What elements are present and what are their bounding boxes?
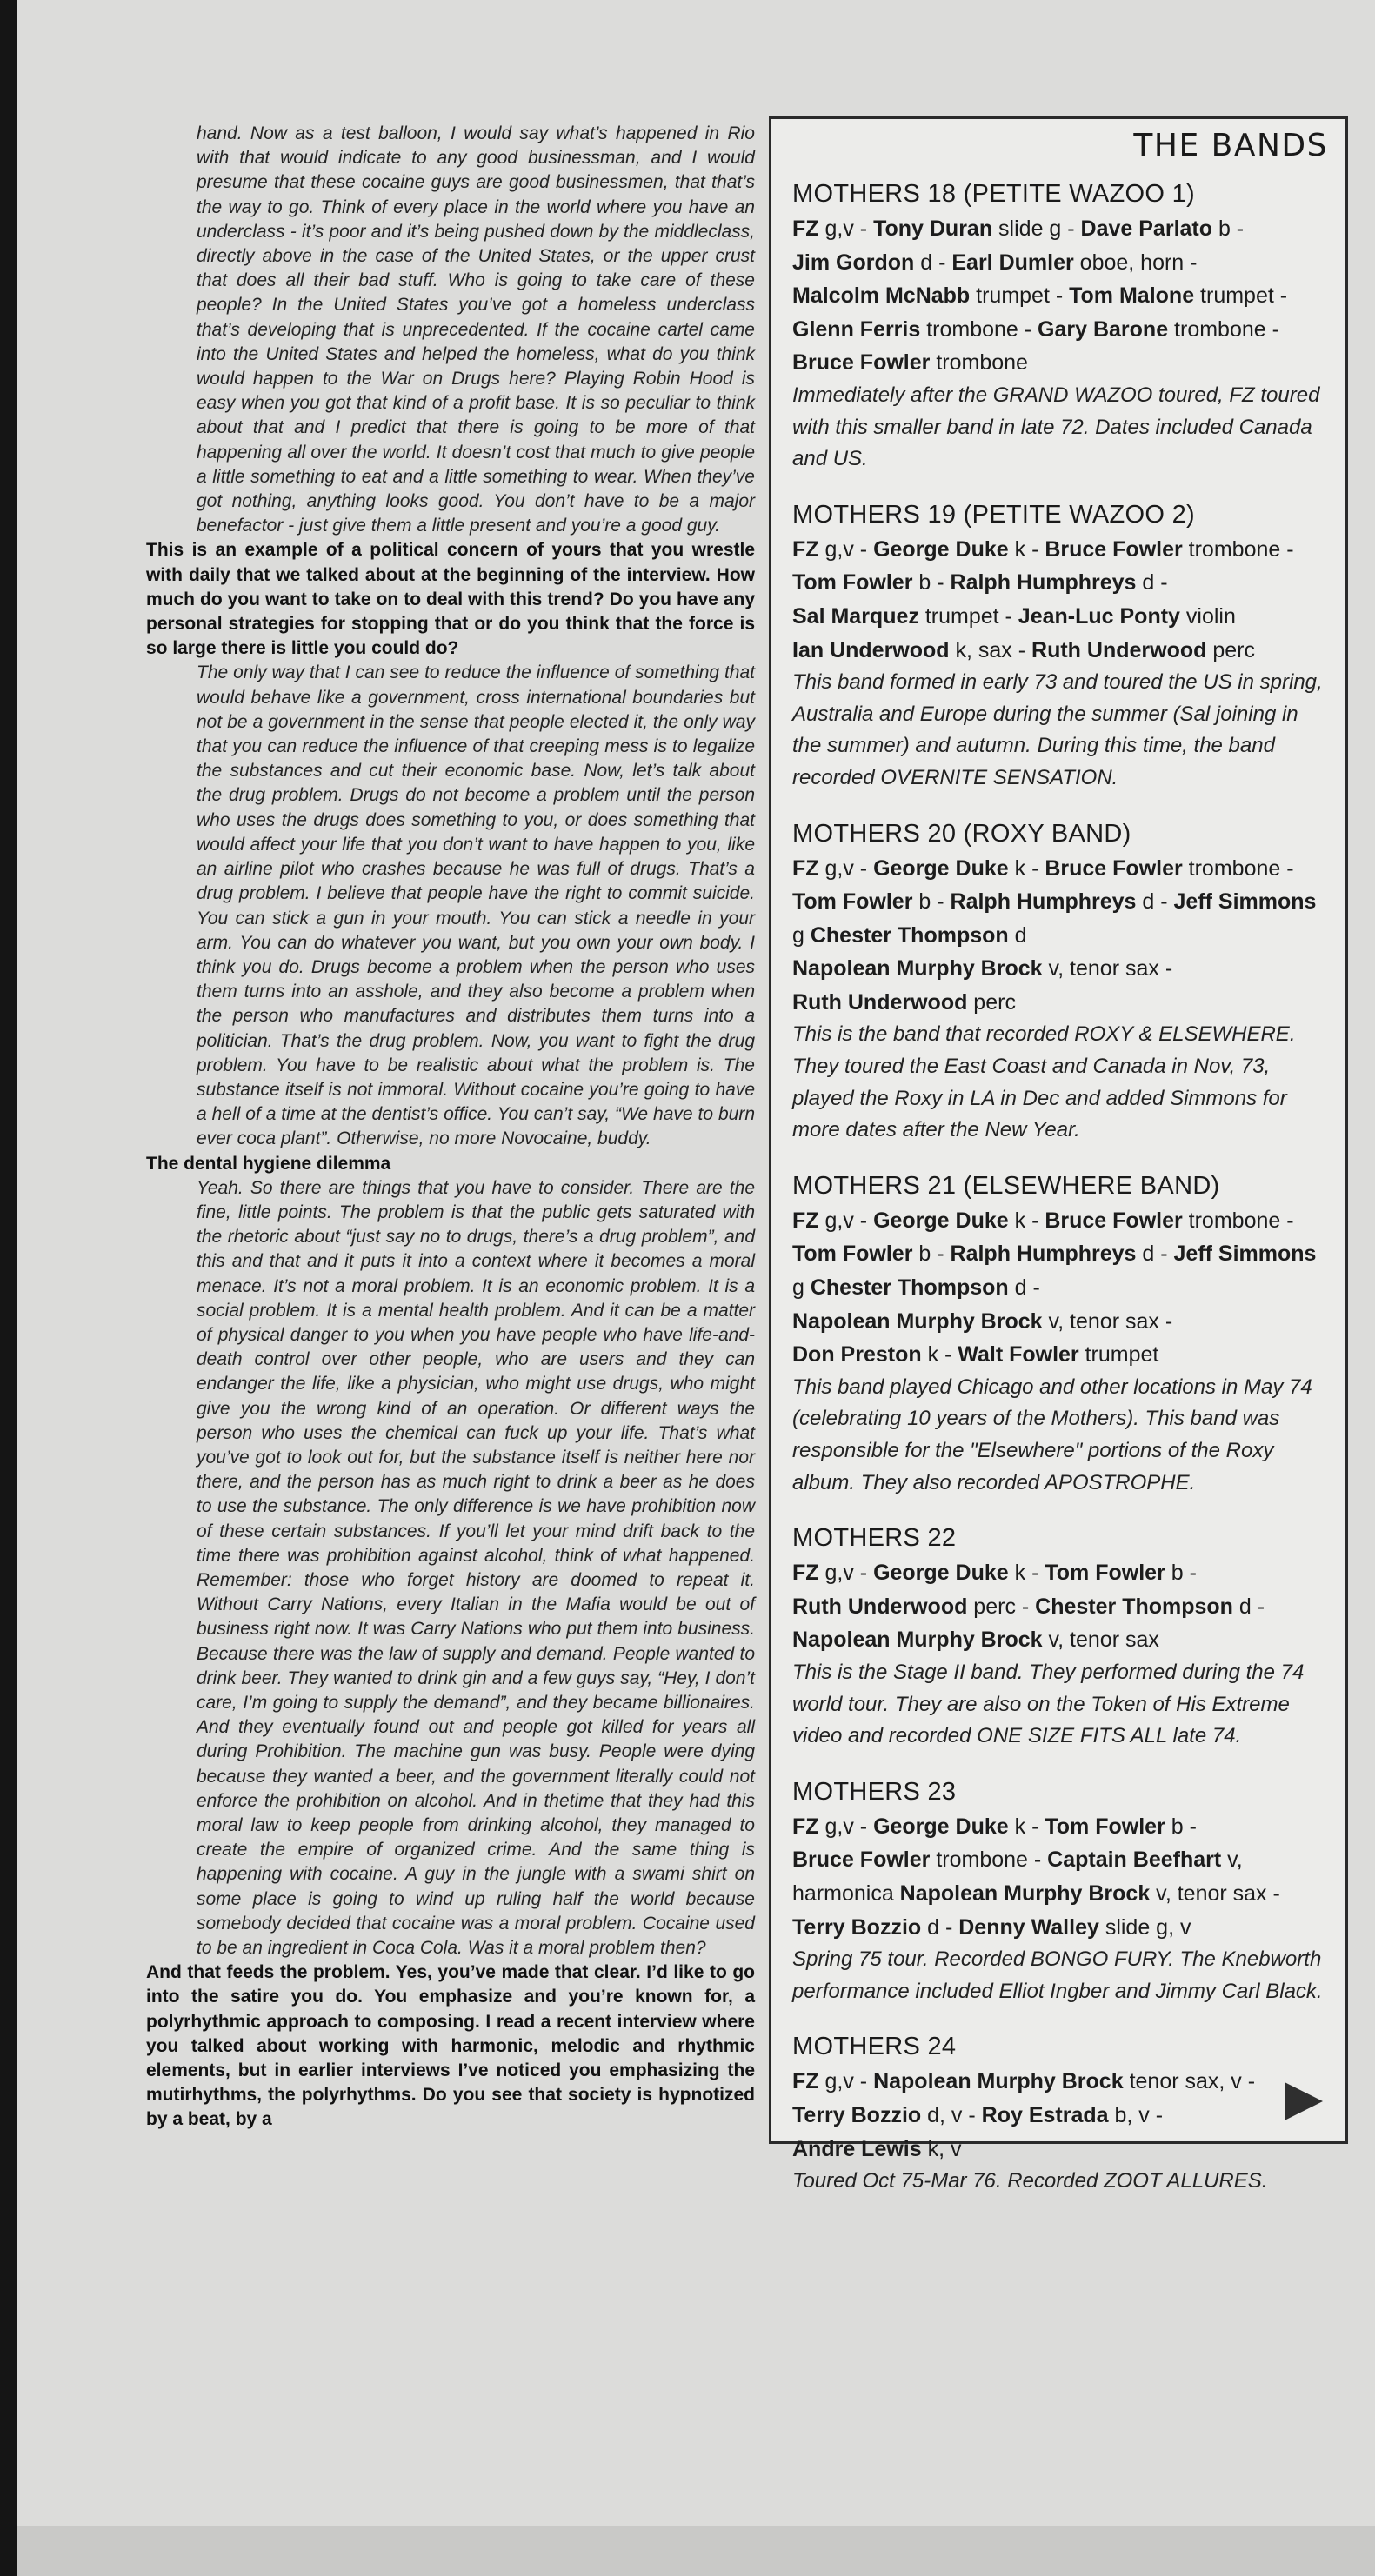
band-entry — [792, 1520, 1323, 1753]
musician-name: Tom Fowler — [792, 570, 913, 596]
instrument-text: k - — [921, 1342, 958, 1368]
musician-name: Bruce Fowler — [792, 1847, 931, 1873]
instrument-text: d - — [1136, 1241, 1174, 1267]
instrument-text: v, tenor sax - — [1042, 956, 1173, 982]
band-entry — [792, 2028, 1323, 2197]
instrument-text: k - — [1008, 855, 1045, 881]
musician-name: Ruth Underwood — [792, 1594, 968, 1619]
musician-name: Napolean Murphy Brock — [873, 2069, 1124, 2094]
musician-name: Denny Walley — [958, 1914, 1099, 1940]
instrument-text: d - — [921, 1914, 959, 1940]
musician-name: Ruth Underwood — [1031, 637, 1207, 662]
musician-name: Ruth Underwood — [792, 989, 968, 1015]
musician-name: Andre Lewis — [792, 2136, 922, 2161]
musician-name: Walt Fowler — [958, 1342, 1079, 1368]
musician-name: Jean-Luc Ponty — [1018, 603, 1180, 629]
band-entry — [792, 176, 1323, 476]
bands-sidebar — [769, 116, 1348, 2193]
instrument-text: trumpet - — [918, 603, 1018, 629]
musician-name: Ian Underwood — [792, 637, 950, 662]
member-line — [792, 216, 1244, 241]
musician-name: Tony Duran — [873, 216, 993, 241]
member-line — [792, 250, 1197, 275]
instrument-text: trombone - — [1168, 316, 1279, 342]
instrument-text: trombone — [930, 350, 1028, 376]
instrument-text: d - — [1136, 889, 1174, 915]
band-entry — [792, 1774, 1323, 2008]
member-line — [792, 604, 1236, 629]
member-line — [792, 1561, 1197, 1585]
band-title: MOTHERS 19 (PETITE WAZOO 2) — [792, 500, 1196, 529]
instrument-text: trumpet - — [1194, 283, 1288, 309]
band-entry — [792, 1168, 1323, 1499]
musician-name: Ralph Humphreys — [950, 1241, 1137, 1267]
band-entry — [792, 815, 1323, 1147]
musician-name: Sal Marquez — [792, 603, 919, 629]
musician-name: Chester Thompson — [810, 1275, 1009, 1301]
instrument-text: b - — [1165, 1814, 1197, 1839]
instrument-text: v, tenor sax — [1042, 1627, 1159, 1653]
question-paragraph: This is an example of a political concern of yours that you wrestle with daily that we talked about at the beginning of the interview. How much do you want to take on to deal with this trend? Do you have any personal strategies for stopping that or do you think that the force is so large there is little you could do? — [146, 540, 755, 659]
member-line — [792, 1241, 1316, 1266]
instrument-text: b, v - — [1108, 2102, 1164, 2127]
musician-name: Earl Dumler — [951, 250, 1074, 275]
member-line — [792, 2103, 1163, 2127]
band-note: This is the Stage II band. They performed during the 74 world tour. They are also on the Token of His Extreme video and recorded ONE SIZE FITS ALL late 74. — [792, 1660, 1305, 1748]
musician-name: George Duke — [873, 1208, 1009, 1233]
instrument-text: v, tenor sax - — [1042, 1308, 1173, 1334]
instrument-text: trombone - — [1182, 1208, 1294, 1233]
member-line — [792, 537, 1294, 562]
musician-name: Tom Fowler — [792, 1241, 913, 1267]
musician-name: Chester Thompson — [810, 922, 1009, 948]
musician-name: Bruce Fowler — [1045, 536, 1183, 562]
instrument-text: v, tenor sax - — [1150, 1880, 1280, 1906]
musician-name: FZ — [792, 536, 819, 562]
instrument-text: g,v - — [818, 2069, 874, 2094]
member-line — [792, 889, 1316, 914]
instrument-text: b - — [912, 570, 951, 596]
instrument-text: g,v - — [818, 216, 874, 241]
instrument-text: k - — [1008, 1814, 1045, 1839]
band-note: This band formed in early 73 and toured the US in spring, Australia and Europe during the summer (Sal joining in the summer) and autumn. During this time, the band recorded OVERNITE SENSATION. — [792, 670, 1323, 789]
page-bottom-edge — [17, 2526, 1375, 2576]
musician-name: Tom Fowler — [792, 889, 913, 915]
instrument-text: g,v - — [818, 1814, 874, 1839]
instrument-text: b - — [1165, 1561, 1197, 1586]
instrument-text: d - — [1008, 1275, 1040, 1301]
instrument-text: tenor sax, v - — [1123, 2069, 1256, 2094]
instrument-text: perc — [1206, 637, 1255, 662]
band-members — [792, 1556, 1323, 1657]
answer-paragraph: Yeah. So there are things that you have to consider. There are the fine, little points. The problem is that the public gets saturated with the rhetoric about “just say no to drugs, there’s a drug problem”, and this and that and it puts it into a context where it becomes a moral menace. It’s not a moral problem. It is an economic problem. It is a social problem. It is a mental health problem. And it can be a matter of physical danger to you when you have people who have life-and-death control over other people, who are users and they can endanger the life, like a physician, who might use drugs, who might give you the wrong kind of an operation. Or different ways the person who uses the chemical can fuck up your life. That’s what you’ve got to look out for, but the substance itself is neither here nor there, and the person has as much right to drink a beer as he does to use the substance. The only difference is we have prohibition now of these certain substances. If you’ll let your mind drift back to the time there was prohibition against alcohol, think of what happened. Remember: those who forget history are doomed to repeat it. Without Carry Nations, every Italian in the Mafia would be out of business right now. It was Carry Nations who put them into business. Because there was the law of supply and demand. People wanted to drink beer. They wanted to drink gin and a few guys say, “Hey, I don’t care, I’m going to supply the demand”, and they became billionaires. And they eventually found out and people got killed for years all during Prohibition. The machine gun was busy. People were dying because they wanted a beer, and the government literally could not enforce the prohibition on alcohol. And in thetime that they had this moral law to keep people from drinking alcohol, they managed to create the empire of organized crime. And the same thing is happening with cocaine. A guy in the jungle with a swami shirt on some place is going to wind up ruling half the world because somebody decided that cocaine was a moral problem. Cocaine used to be an ingredient in Coca Cola. Was it a moral problem then? — [197, 1177, 755, 1959]
instrument-text: trumpet — [1078, 1342, 1159, 1368]
musician-name: Captain Beefhart — [1047, 1847, 1222, 1873]
instrument-text: d — [1008, 922, 1027, 948]
musician-name: Malcolm McNabb — [792, 283, 971, 309]
musician-name: Dave Parlato — [1080, 216, 1213, 241]
band-members — [792, 212, 1323, 380]
band-members — [792, 1810, 1323, 1944]
instrument-text: b - — [1212, 216, 1245, 241]
instrument-text: d - — [914, 250, 952, 275]
member-line — [792, 317, 1279, 342]
musician-name: George Duke — [873, 855, 1009, 881]
instrument-text: g — [792, 922, 811, 948]
instrument-text: trombone - — [1182, 855, 1294, 881]
band-note: This band played Chicago and other locations in May 74 (celebrating 10 years of the Mothers). This band was responsible for the "Elsewhere" portions of the Roxy album. They also recorded APOSTROPHE. — [792, 1375, 1312, 1494]
instrument-text: k - — [1008, 536, 1045, 562]
musician-name: Tom Malone — [1069, 283, 1195, 309]
instrument-text: d - — [1136, 570, 1168, 596]
member-line — [792, 1275, 1040, 1300]
musician-name: Roy Estrada — [981, 2102, 1109, 2127]
band-title: MOTHERS 21 (ELSEWHERE BAND) — [792, 1171, 1220, 1200]
musician-name: George Duke — [873, 536, 1009, 562]
bands-heading: THE BANDS — [1133, 128, 1328, 163]
question-paragraph: And that feeds the problem. Yes, you’ve made that clear. I’d like to go into the satire you do. You emphasize and you’re known for, a polyrhythmic approach to composing. I read a recent interview where you talked about working with harmonic, melodic and rhythmic elements, but in earlier interviews I’ve noticed you emphasizing the mutirhythms, the polyrhythms. Do you see that society is hypnotized by a beat, by a — [146, 1962, 755, 2130]
answer-paragraph: hand. Now as a test balloon, I would say what’s happened in Rio with that would indicate to any good businessman, and I would presume that these cocaine guys are good businessmen, that that’s the way to go. Think of every place in the world where you have an underclass - it’s poor and it’s being pushed down by the middleclass, directly above in the case of the United States, or the upper crust that does all their bad stuff. Who is going to take care of these people? In the United States you’ve got a homeless underclass that’s developing that is unprecedented. If the cocaine cartel came into the United States and helped the homeless, what do you think would happen to the War on Drugs here? Playing Robin Hood is easy when you got that kind of a profit base. It is so peculiar to think about that and I predict that there is going to be more of that happening all over the world. It doesn’t cost that much to give people a little something to eat and a little something to wear. When they’ve got nothing, anything looks good. You don’t have to be a major benefactor - just give them a little present and you’re a good guy. — [197, 123, 755, 536]
instrument-text: perc - — [967, 1594, 1036, 1619]
instrument-text: k - — [1008, 1561, 1045, 1586]
band-note: Spring 75 tour. Recorded BONGO FURY. The Knebworth performance included Elliot Ingber and Jimmy Carl Black. — [792, 1947, 1323, 2003]
musician-name: FZ — [792, 216, 819, 241]
musician-name: Bruce Fowler — [1045, 855, 1183, 881]
section-subhead: The dental hygiene dilemma — [146, 1153, 391, 1174]
instrument-text: b - — [912, 889, 951, 915]
band-members — [792, 852, 1323, 1020]
answer-paragraph: The only way that I can see to reduce the influence of something that would behave like a government, cross international boundaries but not be a government in the sense that people elected it, the only way that you can reduce the influence of that creeping mess is to legalize the substances and cut their economic base. Now, let’s talk about the drug problem. Drugs do not become a problem until the person who uses the drugs does something to you, or does something that would affect your life that you don’t want to have happen to you, like an airline pilot who crashes because he was full of drugs. That’s a drug problem. I believe that people have the right to commit suicide. You can stick a gun in your mouth. You can stick a needle in your arm. You can do whatever you want, but you own your own body. I think you do. Drugs become a problem when the person who uses them turns into an asshole, and they also become a problem when the person who manufactures and distributes them turns into a politician. That’s the drug problem. Now, you want to fight the drug problem. You have to be realistic about what the problem is. The substance itself is not immoral. Without cocaine you’re going to have a hell of a time at the dentist’s office. You can’t say, “We have to burn ever coca plant”. Otherwise, no more Novocaine, buddy. — [197, 662, 755, 1149]
band-title: MOTHERS 23 — [792, 1777, 957, 1806]
instrument-text: v, harmonica — [792, 1847, 1243, 1906]
band-members — [792, 2065, 1323, 2166]
member-line — [792, 638, 1255, 662]
member-line — [792, 856, 1294, 881]
instrument-text: perc — [967, 989, 1016, 1015]
band-title: MOTHERS 22 — [792, 1524, 957, 1553]
instrument-text: slide g - — [992, 216, 1081, 241]
band-title: MOTHERS 24 — [792, 2033, 957, 2061]
instrument-text: d, v - — [921, 2102, 982, 2127]
instrument-text: trombone - — [920, 316, 1038, 342]
instrument-text: d - — [1232, 1594, 1265, 1619]
musician-name: Bruce Fowler — [792, 350, 931, 376]
instrument-text: violin — [1179, 603, 1236, 629]
band-members — [792, 533, 1323, 667]
musician-name: Napolean Murphy Brock — [899, 1880, 1151, 1906]
musician-name: Bruce Fowler — [1045, 1208, 1183, 1233]
member-line — [792, 2137, 962, 2161]
member-line — [792, 1847, 1280, 1906]
musician-name: Terry Bozzio — [792, 2102, 922, 2127]
band-title: MOTHERS 18 (PETITE WAZOO 1) — [792, 180, 1196, 208]
member-line — [792, 1915, 1191, 1940]
musician-name: Jeff Simmons — [1173, 1241, 1317, 1267]
member-line — [792, 1594, 1265, 1619]
musician-name: Jim Gordon — [792, 250, 915, 275]
musician-name: Jeff Simmons — [1173, 889, 1317, 915]
instrument-text: trombone - — [930, 1847, 1048, 1873]
musician-name: Napolean Murphy Brock — [792, 1627, 1043, 1653]
instrument-text: g,v - — [818, 855, 874, 881]
instrument-text: trumpet - — [970, 283, 1070, 309]
member-line — [792, 1814, 1197, 1839]
musician-name: Ralph Humphreys — [950, 570, 1137, 596]
musician-name: George Duke — [873, 1814, 1009, 1839]
instrument-text: k, v — [921, 2136, 962, 2161]
musician-name: FZ — [792, 1814, 819, 1839]
member-line — [792, 570, 1168, 595]
musician-name: Terry Bozzio — [792, 1914, 922, 1940]
instrument-text: k - — [1008, 1208, 1045, 1233]
interview-column — [146, 122, 755, 2133]
member-line — [792, 923, 1027, 948]
musician-name: Glenn Ferris — [792, 316, 921, 342]
instrument-text: g,v - — [818, 1561, 874, 1586]
member-line — [792, 350, 1028, 375]
member-line — [792, 2069, 1255, 2093]
instrument-text: g — [792, 1275, 811, 1301]
musician-name: Don Preston — [792, 1342, 922, 1368]
band-entry — [792, 496, 1323, 795]
member-line — [792, 990, 1016, 1015]
instrument-text: oboe, horn - — [1073, 250, 1198, 275]
instrument-text: g,v - — [818, 536, 874, 562]
instrument-text: slide g, v — [1098, 1914, 1191, 1940]
musician-name: FZ — [792, 1208, 819, 1233]
musician-name: FZ — [792, 2069, 819, 2094]
band-members — [792, 1204, 1323, 1372]
musician-name: Napolean Murphy Brock — [792, 956, 1043, 982]
musician-name: George Duke — [873, 1561, 1009, 1586]
band-note: Toured Oct 75-Mar 76. Recorded ZOOT ALLURES. — [792, 2169, 1268, 2193]
instrument-text: b - — [912, 1241, 951, 1267]
musician-name: Napolean Murphy Brock — [792, 1308, 1043, 1334]
page-binding-edge — [0, 0, 17, 2576]
member-line — [792, 956, 1172, 981]
instrument-text: g,v - — [818, 1208, 874, 1233]
member-line — [792, 1342, 1158, 1367]
instrument-text: k, sax - — [949, 637, 1032, 662]
member-line — [792, 1627, 1159, 1652]
musician-name: Tom Fowler — [1045, 1814, 1165, 1839]
band-note: Immediately after the GRAND WAZOO toured, FZ toured with this smaller band in late 72. Dates included Canada and US. — [792, 383, 1320, 471]
musician-name: FZ — [792, 855, 819, 881]
musician-name: Chester Thompson — [1035, 1594, 1233, 1619]
member-line — [792, 1309, 1172, 1334]
band-note: This is the band that recorded ROXY & ELSEWHERE. They toured the East Coast and Canada in Nov, 73, played the Roxy in LA in Dec and added Simmons for more dates after the New Year. — [792, 1022, 1296, 1142]
instrument-text: trombone - — [1182, 536, 1294, 562]
musician-name: FZ — [792, 1561, 819, 1586]
continue-arrow-icon — [1285, 2082, 1323, 2120]
band-list — [792, 176, 1323, 2198]
band-title: MOTHERS 20 (ROXY BAND) — [792, 819, 1131, 848]
member-line — [792, 283, 1287, 308]
musician-name: Ralph Humphreys — [950, 889, 1137, 915]
musician-name: Tom Fowler — [1045, 1561, 1165, 1586]
member-line — [792, 1208, 1294, 1233]
musician-name: Gary Barone — [1038, 316, 1169, 342]
